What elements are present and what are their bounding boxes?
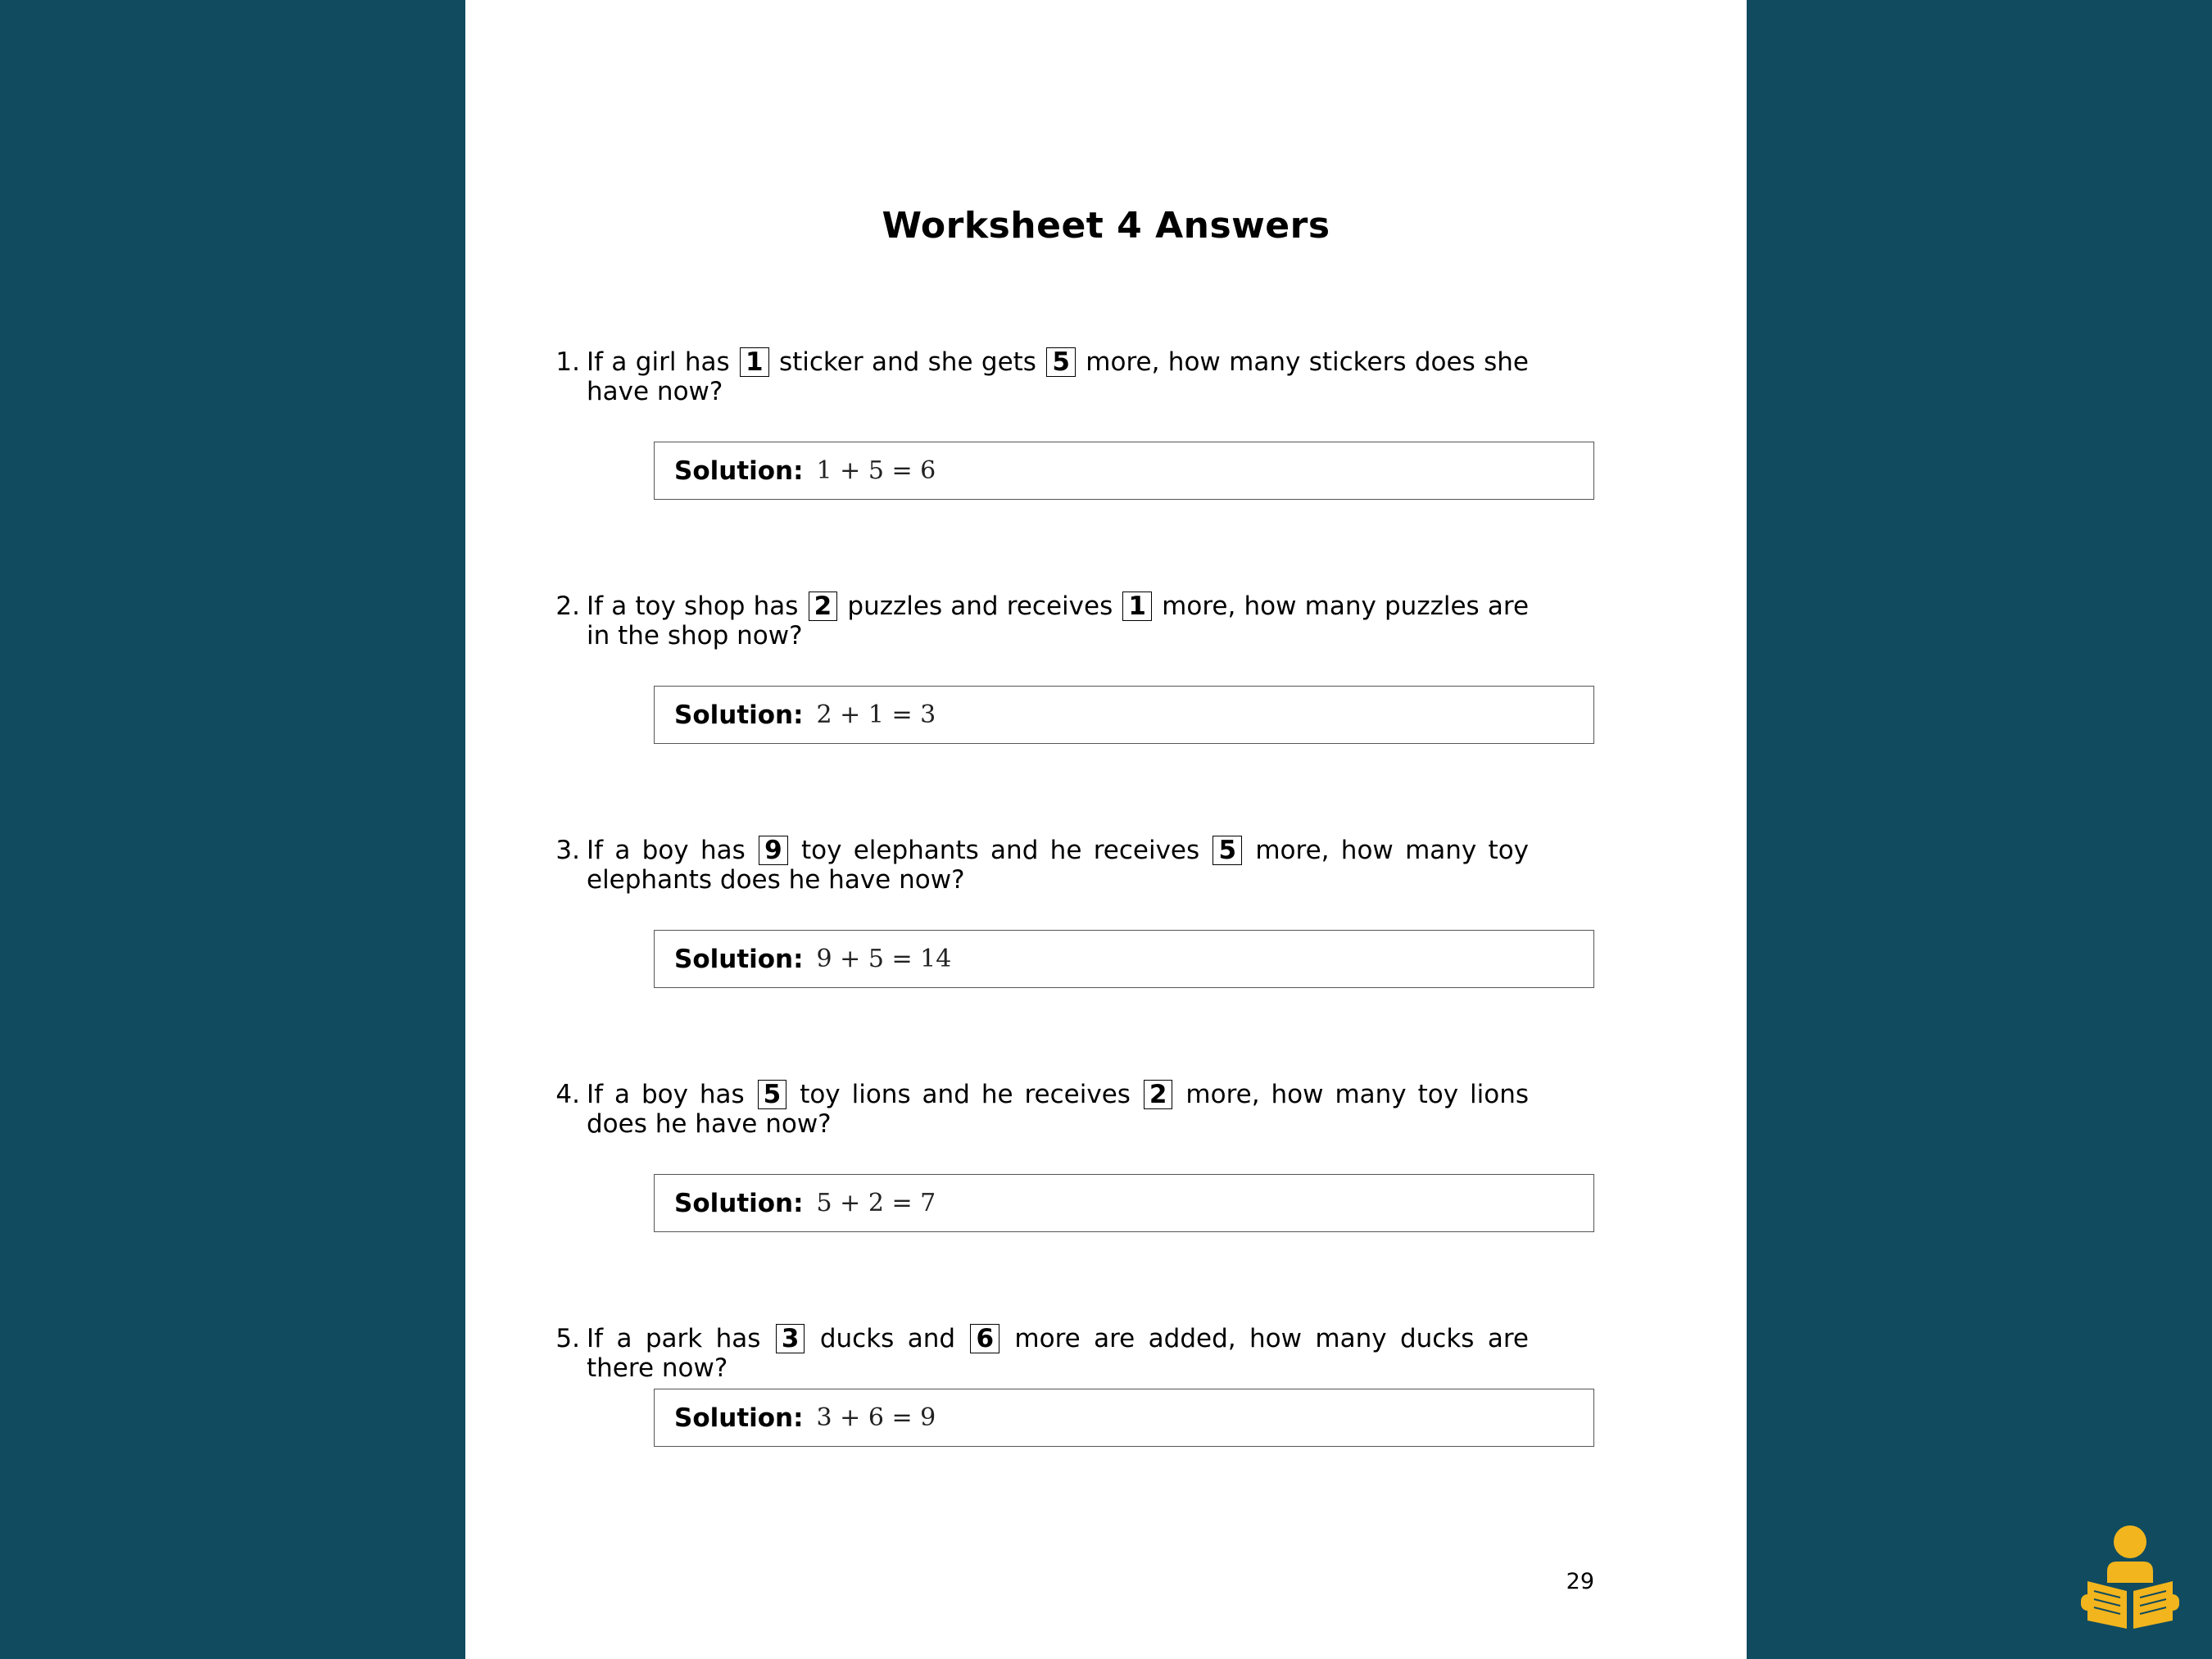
- question: [555, 836, 1530, 895]
- solution-box: [654, 1174, 1594, 1232]
- question: [555, 347, 1529, 406]
- solution-equation: 2 + 1 = 3: [816, 700, 936, 729]
- number-box: 5: [1213, 836, 1242, 865]
- reading-person-icon: [2081, 1524, 2179, 1630]
- solution-equation: 1 + 5 = 6: [816, 456, 936, 485]
- solution-label: Solution:: [674, 1403, 804, 1433]
- question-number: 5.: [555, 1324, 580, 1353]
- question-text: If a girl has 1 sticker and she gets 5 more, how many stickers does she have now?: [587, 347, 1529, 406]
- question-number: 4.: [555, 1080, 580, 1109]
- solution-label: Solution:: [674, 700, 804, 730]
- page-title: Worksheet 4 Answers: [882, 205, 1330, 247]
- question-text: If a boy has 5 toy lions and he receives 2 more, how many toy lions does he have now?: [587, 1080, 1529, 1139]
- solution-box: [654, 686, 1594, 744]
- page-number: 29: [1566, 1569, 1594, 1594]
- solution-equation: 9 + 5 = 14: [816, 945, 952, 973]
- number-box: 5: [758, 1080, 787, 1109]
- solution-label: Solution:: [674, 456, 804, 486]
- question-number: 3.: [555, 836, 580, 865]
- number-box: 3: [776, 1324, 805, 1353]
- solution-label: Solution:: [674, 1188, 804, 1218]
- solution-box: [654, 930, 1594, 988]
- question-number: 2.: [555, 592, 580, 621]
- number-box: 2: [809, 592, 838, 621]
- number-box: 9: [759, 836, 788, 865]
- number-box: 1: [740, 347, 769, 377]
- solution-box: [654, 1389, 1594, 1447]
- question-text: If a toy shop has 2 puzzles and receives 1 more, how many puzzles are in the shop now?: [587, 592, 1530, 650]
- worksheet-page: [465, 0, 1747, 1659]
- question: [555, 1080, 1529, 1139]
- question-text: If a boy has 9 toy elephants and he receives 5 more, how many toy elephants does he have now?: [587, 836, 1530, 895]
- number-box: 5: [1046, 347, 1076, 377]
- question: [555, 1324, 1529, 1383]
- number-box: 6: [970, 1324, 999, 1353]
- question-text: If a park has 3 ducks and 6 more are added, how many ducks are there now?: [587, 1324, 1529, 1383]
- number-box: 1: [1122, 592, 1152, 621]
- number-box: 2: [1144, 1080, 1173, 1109]
- question-number: 1.: [555, 347, 580, 377]
- question: [555, 592, 1530, 650]
- solution-label: Solution:: [674, 944, 804, 974]
- solution-equation: 5 + 2 = 7: [816, 1189, 936, 1217]
- solution-box: [654, 442, 1594, 500]
- solution-equation: 3 + 6 = 9: [816, 1403, 936, 1432]
